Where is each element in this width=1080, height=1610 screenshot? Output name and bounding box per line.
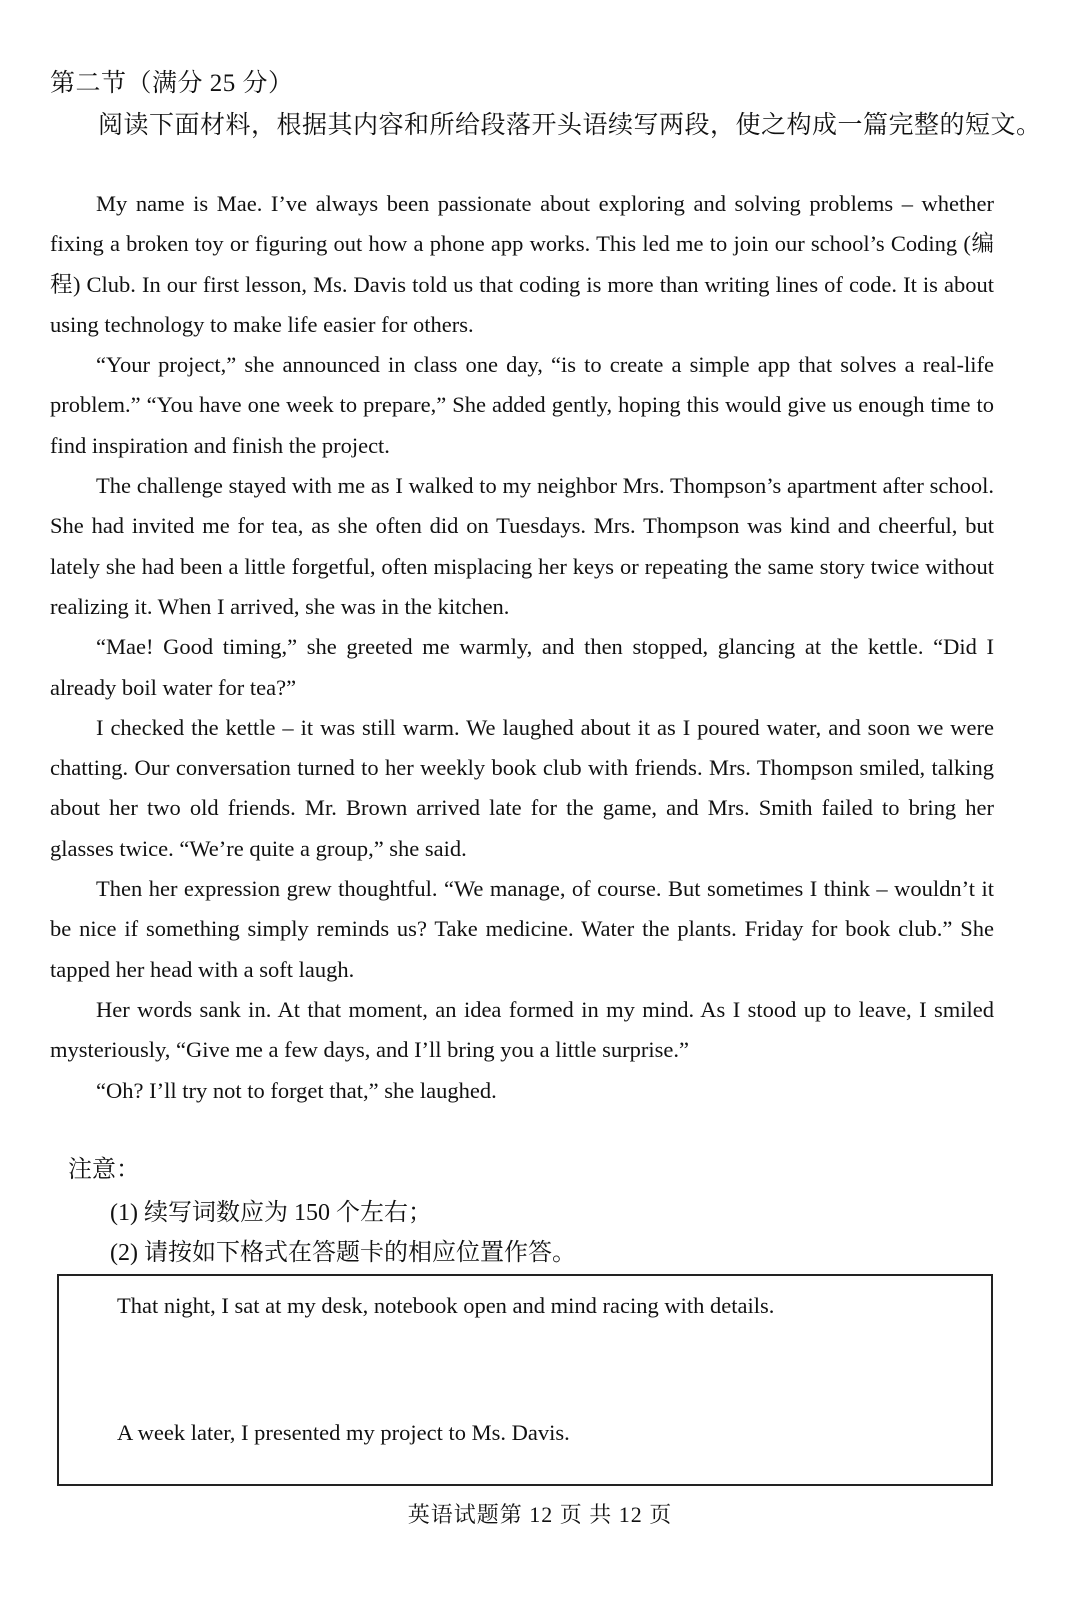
answer-box bbox=[57, 1274, 993, 1486]
passage-paragraph-4: “Mae! Good timing,” she greeted me warmly, and then stopped, glancing at the kettle. “Did I already boil water for tea?” bbox=[50, 634, 994, 700]
instruction-text: 阅读下面材料，根据其内容和所给段落开头语续写两段，使之构成一篇完整的短文。 bbox=[98, 112, 1042, 139]
reading-passage bbox=[50, 184, 994, 1111]
passage-paragraph-1: My name is Mae. I’ve always been passionate about exploring and solving problems – whether fixing a broken toy or figuring out how a phone app works. This led me to join our school’s Coding (编程) Club. In our first lesson, Ms. Davis told us that coding is more than writing lines of code. It is about using technology to make life easier for others. bbox=[50, 191, 994, 337]
passage-paragraph-5: I checked the kettle – it was still warm. We laughed about it as I poured water, and soon we were chatting. Our conversation turned to her weekly book club with friends. Mrs. Thompson smiled, talking about her two old friends. Mr. Brown arrived late for the game, and Mrs. Smith failed to bring her glasses twice. “We’re quite a group,” she said. bbox=[50, 714, 994, 861]
passage-paragraph-6: Then her expression grew thoughtful. “We manage, of course. But sometimes I think – wouldn’t it be nice if something simply reminds us? Take medicine. Water the plants. Friday for book club.” She tapped her head with a soft laugh. bbox=[50, 876, 994, 982]
note-item-1: (1) 续写词数应为 150 个左右； bbox=[110, 1200, 432, 1226]
continuation-opening-2: A week later, I presented my project to Ms. Davis. bbox=[117, 1420, 570, 1445]
page-footer: 英语试题第 12 页 共 12 页 bbox=[407, 1502, 673, 1527]
passage-paragraph-2: “Your project,” she announced in class one day, “is to create a simple app that solves a real-life problem.” “You have one week to prepare,” She added gently, hoping this would give us enough time to find inspiration and finish the project. bbox=[50, 352, 994, 458]
notes-list bbox=[110, 1193, 576, 1273]
passage-paragraph-3: The challenge stayed with me as I walked to my neighbor Mrs. Thompson’s apartment after school. She had invited me for tea, as she often did on Tuesdays. Mrs. Thompson was kind and cheerful, but lately she had been a little forgetful, often misplacing her keys or repeating the same story twice without realizing it. When I arrived, she was in the kitchen. bbox=[50, 473, 994, 619]
note-item-2: (2) 请按如下格式在答题卡的相应位置作答。 bbox=[110, 1240, 576, 1266]
notes-title: 注意： bbox=[68, 1157, 140, 1183]
passage-paragraph-8: “Oh? I’ll try not to forget that,” she laughed. bbox=[96, 1077, 497, 1103]
section-title: 第二节（满分 25 分） bbox=[50, 70, 294, 97]
passage-paragraph-7: Her words sank in. At that moment, an idea formed in my mind. As I stood up to leave, I smiled mysteriously, “Give me a few days, and I’ll bring you a little surprise.” bbox=[50, 996, 994, 1063]
continuation-opening-1: That night, I sat at my desk, notebook open and mind racing with details. bbox=[117, 1293, 775, 1318]
